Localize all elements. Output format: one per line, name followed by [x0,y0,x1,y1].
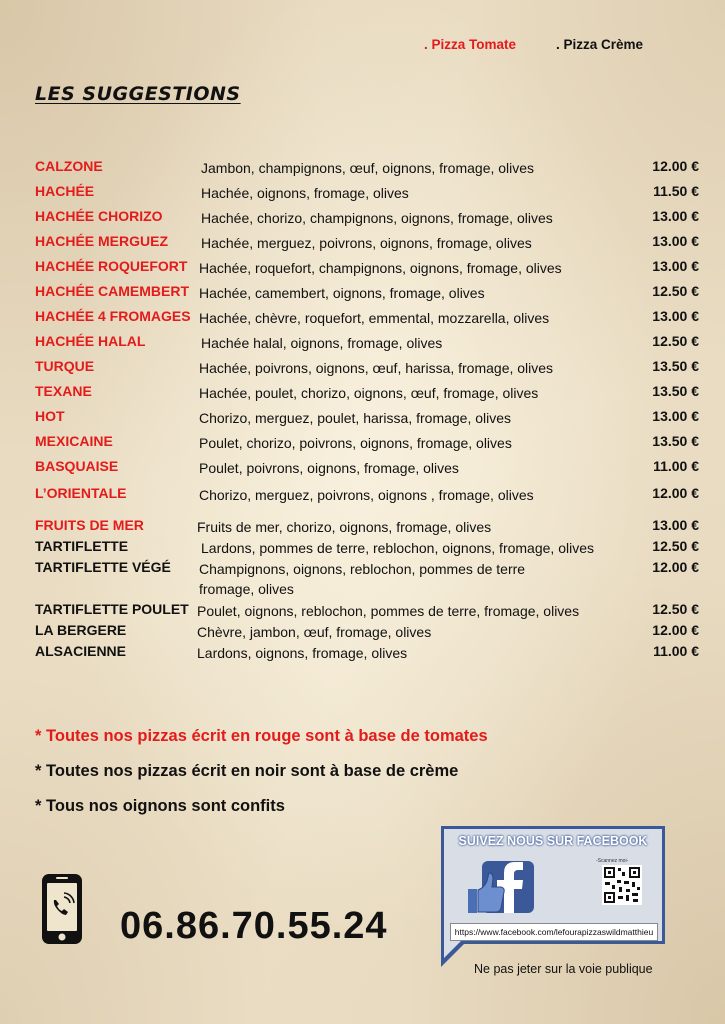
smartphone-call-icon [40,872,84,951]
pizza-name: HACHÉE MERGUEZ [35,233,169,249]
qr-caption: -Scannez moi- [596,858,629,864]
menu-row [0,559,725,597]
pizza-price: 13.00 € [652,517,699,533]
menu-row [0,458,725,478]
pizza-ingredients: Lardons, pommes de terre, reblochon, oignons, fromage, olives [201,540,594,556]
pizza-ingredients: Jambon, champignons, œuf, oignons, fromage, olives [201,160,535,176]
pizza-name: FRUITS DE MER [35,517,144,533]
menu-row [0,622,725,642]
pizza-price: 13.00 € [652,258,699,274]
legend-creme: . Pizza Crème [556,37,644,52]
pizza-price: 11.50 € [653,183,699,199]
pizza-ingredients: Chorizo, merguez, poulet, harissa, fromage, olives [199,410,512,426]
qr-code-icon[interactable] [602,865,642,910]
phone-number[interactable]: 06.86.70.55.24 [120,905,388,947]
pizza-ingredients: Hachée, chorizo, champignons, oignons, fromage, olives [201,210,553,226]
menu-row [0,601,725,621]
pizza-ingredients: Fruits de mer, chorizo, oignons, fromage, olives [197,519,492,535]
facebook-like-icon[interactable] [464,859,536,924]
section-title: LES SUGGESTIONS [35,83,241,105]
pizza-name: HACHÉE [35,183,95,199]
pizza-ingredients: Chèvre, jambon, œuf, fromage, olives [197,624,432,640]
facebook-url[interactable]: https://www.facebook.com/lefourapizzaswildmatthieu [450,923,658,941]
menu-row [0,183,725,203]
menu-row [0,358,725,378]
pizza-price: 13.00 € [652,233,699,249]
pizza-price: 13.00 € [652,408,699,424]
menu-row [0,538,725,558]
menu-row [0,208,725,228]
pizza-price: 12.50 € [652,283,699,299]
pizza-name: HACHÉE 4 FROMAGES [35,308,191,324]
pizza-name: BASQUAISE [35,458,119,474]
pizza-price: 11.00 € [653,458,699,474]
pizza-name: TARTIFLETTE POULET [35,601,189,617]
pizza-price: 12.50 € [652,538,699,554]
pizza-name: HACHÉE CAMEMBERT [35,283,189,299]
pizza-price: 12.00 € [652,559,699,575]
pizza-name: TARTIFLETTE VÉGÉ [35,559,171,575]
pizza-price: 12.00 € [652,622,699,638]
pizza-name: ALSACIENNE [35,643,127,659]
pizza-ingredients: Hachée halal, oignons, fromage, olives [201,335,443,351]
pizza-name: CALZONE [35,158,103,174]
pizza-name: HACHÉE CHORIZO [35,208,163,224]
pizza-ingredients: Hachée, chèvre, roquefort, emmental, mozzarella, olives [199,310,550,326]
pizza-ingredients: Hachée, poivrons, oignons, œuf, harissa, fromage, olives [199,360,554,376]
menu-row [0,333,725,353]
pizza-name: HACHÉE ROQUEFORT [35,258,188,274]
menu-row [0,433,725,453]
pizza-ingredients: Hachée, merguez, poivrons, oignons, fromage, olives [201,235,532,251]
pizza-name: MEXICAINE [35,433,113,449]
pizza-price: 13.50 € [652,433,699,449]
menu-row [0,643,725,663]
menu-row [0,283,725,303]
menu-row [0,485,725,505]
pizza-price: 11.00 € [653,643,699,659]
base-note: * Tous nos oignons sont confits [35,797,285,815]
pizza-price: 13.50 € [652,358,699,374]
pizza-ingredients: Hachée, poulet, chorizo, oignons, œuf, fromage, olives [199,385,539,401]
pizza-ingredients: Poulet, poivrons, oignons, fromage, olives [199,460,459,476]
pizza-name: LA BERGERE [35,622,127,638]
pizza-price: 12.00 € [652,158,699,174]
facebook-title: SUIVEZ NOUS SUR FACEBOOK [458,834,648,848]
pizza-ingredients: Champignons, oignons, reblochon, pommes de terre fromage, olives [199,561,526,597]
pizza-name: TEXANE [35,383,92,399]
footer-note: Ne pas jeter sur la voie publique [474,962,653,976]
base-note: * Toutes nos pizzas écrit en noir sont à base de crème [35,762,459,780]
pizza-ingredients: Poulet, oignons, reblochon, pommes de terre, fromage, olives [197,603,580,619]
menu-row [0,233,725,253]
menu-row [0,258,725,278]
pizza-price: 13.50 € [652,383,699,399]
pizza-ingredients: Chorizo, merguez, poivrons, oignons , fromage, olives [199,487,534,503]
menu-row [0,517,725,537]
facebook-box[interactable] [441,826,665,944]
pizza-price: 12.50 € [652,333,699,349]
menu-row [0,408,725,428]
pizza-name: HOT [35,408,65,424]
pizza-name: L’ORIENTALE [35,485,127,501]
pizza-ingredients: Hachée, roquefort, champignons, oignons, fromage, olives [199,260,562,276]
base-note: * Toutes nos pizzas écrit en rouge sont à base de tomates [35,727,488,745]
pizza-price: 13.00 € [652,208,699,224]
menu-row [0,308,725,328]
pizza-ingredients: Lardons, oignons, fromage, olives [197,645,408,661]
pizza-price: 12.50 € [652,601,699,617]
pizza-ingredients: Hachée, oignons, fromage, olives [201,185,409,201]
pizza-ingredients: Poulet, chorizo, poivrons, oignons, fromage, olives [199,435,512,451]
pizza-name: TARTIFLETTE [35,538,129,554]
pizza-name: TURQUE [35,358,95,374]
speech-tail-icon [441,941,471,974]
pizza-price: 13.00 € [652,308,699,324]
menu-row [0,383,725,403]
pizza-name: HACHÉE HALAL [35,333,146,349]
menu-row [0,158,725,178]
pizza-ingredients: Hachée, camembert, oignons, fromage, olives [199,285,485,301]
legend-tomate: . Pizza Tomate [424,37,517,52]
pizza-price: 12.00 € [652,485,699,501]
